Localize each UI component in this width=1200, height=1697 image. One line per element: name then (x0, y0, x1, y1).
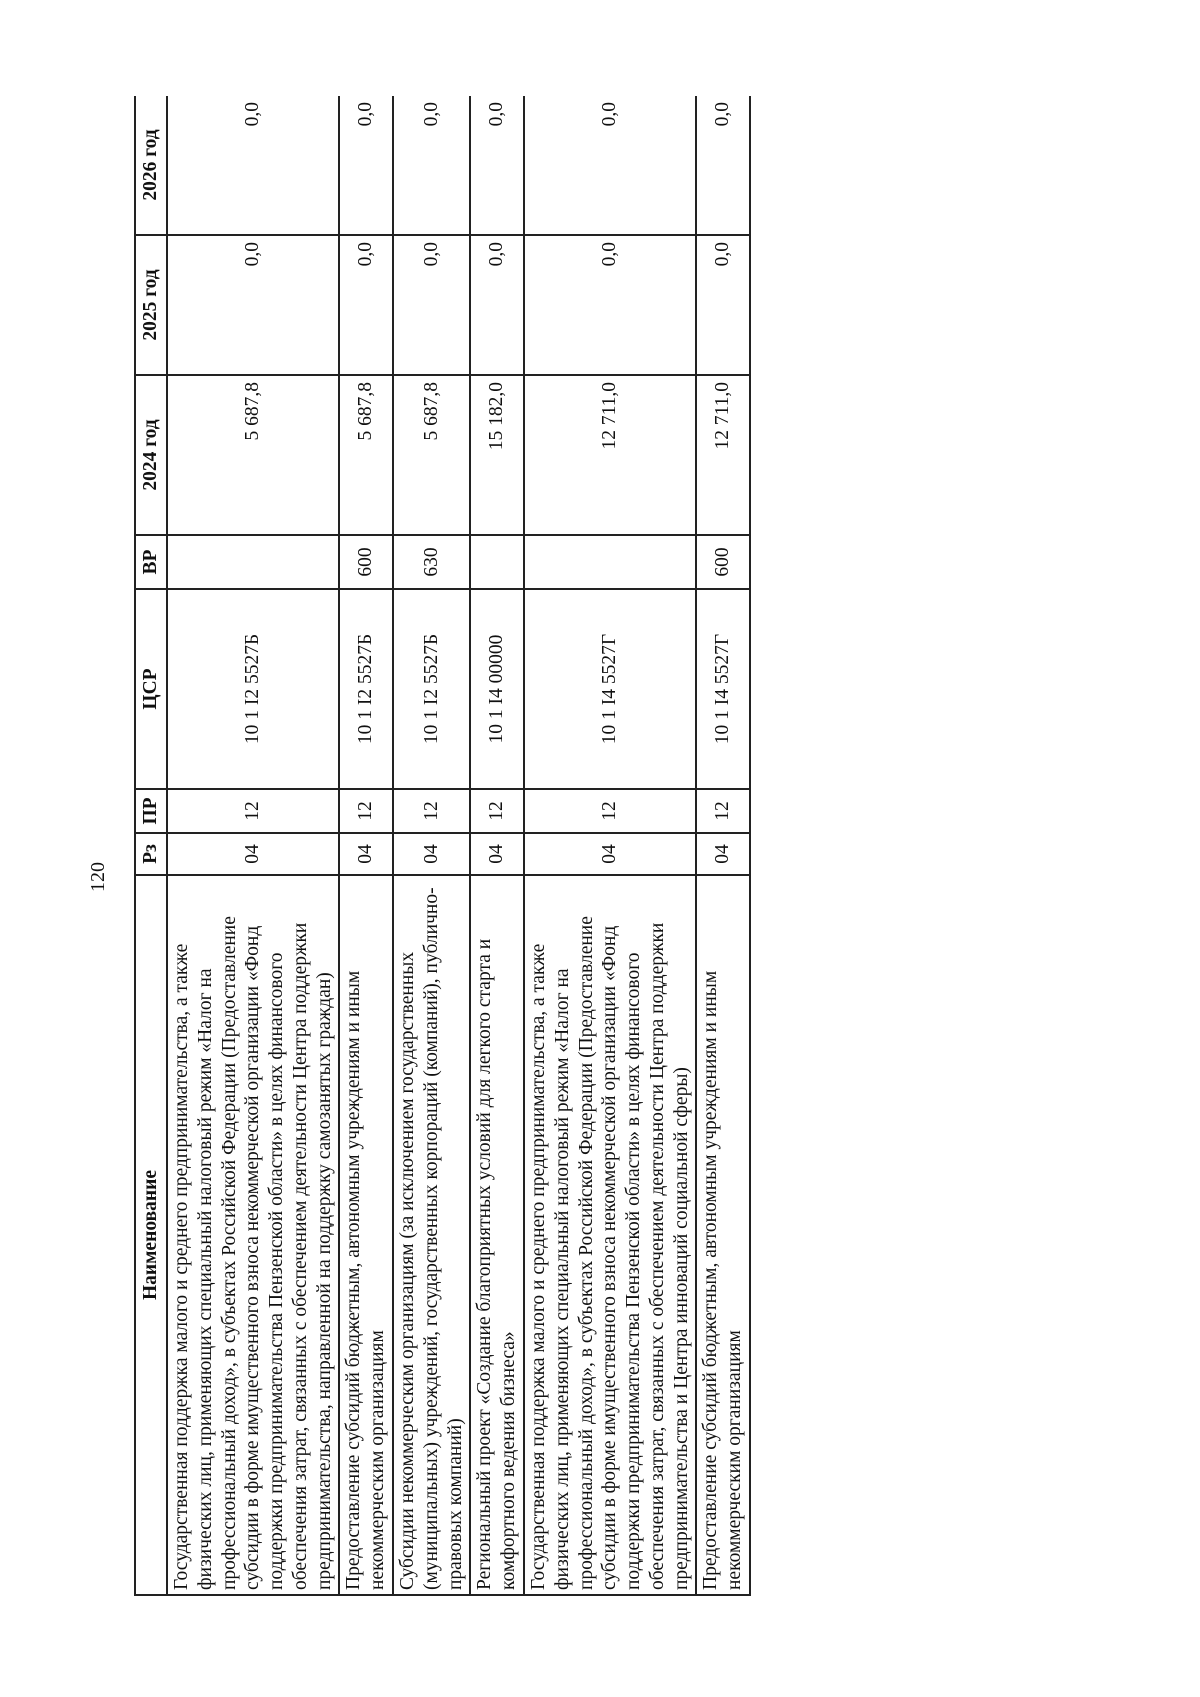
cell-name: Региональный проект «Создание благоприятных условий для легкого старта и комфортного ведения бизнеса» (470, 875, 524, 1595)
table-row (470, 96, 524, 1595)
cell-rz: 04 (524, 833, 696, 875)
cell-pr: 12 (470, 789, 524, 833)
header-2024: 2024 год (135, 375, 167, 535)
table-row (393, 96, 470, 1595)
cell-2026: 0,0 (167, 96, 339, 235)
cell-name: Предоставление субсидий бюджетным, автономным учреждениям и иным некоммерческим организациям (696, 875, 750, 1595)
cell-2026: 0,0 (696, 96, 750, 235)
cell-pr: 12 (696, 789, 750, 833)
cell-vr (470, 535, 524, 589)
cell-2024: 5 687,8 (167, 375, 339, 535)
budget-table-container (134, 96, 1049, 1596)
table-row (524, 96, 696, 1595)
cell-2024: 5 687,8 (339, 375, 393, 535)
cell-pr: 12 (393, 789, 470, 833)
cell-vr: 600 (339, 535, 393, 589)
cell-csr: 10 1 I4 5527Г (524, 589, 696, 789)
rotated-table-layer (134, 96, 1049, 1596)
cell-name: Предоставление субсидий бюджетным, автономным учреждениям и иным некоммерческим организациям (339, 875, 393, 1595)
cell-csr: 10 1 I4 5527Г (696, 589, 750, 789)
cell-csr: 10 1 I2 5527Б (167, 589, 339, 789)
cell-name: Государственная поддержка малого и среднего предпринимательства, а также физических лиц, применяющих специальный налоговый режим «Налог на профессиональный доход», в субъектах Российской Федерации (Предоставление субсидии в форме имущественного взноса некоммерческой организации «Фонд поддержки предпринимательства Пензенской области» в целях финансового обеспечения затрат, связанных с обеспечением деятельности Центра поддержки предпринимательства и Центра инноваций социальной сферы) (524, 875, 696, 1595)
cell-rz: 04 (470, 833, 524, 875)
table-row (339, 96, 393, 1595)
cell-rz: 04 (339, 833, 393, 875)
cell-csr: 10 1 I2 5527Б (339, 589, 393, 789)
cell-rz: 04 (696, 833, 750, 875)
cell-2026: 0,0 (339, 96, 393, 235)
cell-pr: 12 (339, 789, 393, 833)
budget-allocation-table (134, 96, 751, 1596)
cell-2026: 0,0 (393, 96, 470, 235)
cell-rz: 04 (393, 833, 470, 875)
cell-vr: 600 (696, 535, 750, 589)
cell-pr: 12 (167, 789, 339, 833)
cell-rz: 04 (167, 833, 339, 875)
cell-2025: 0,0 (470, 235, 524, 375)
cell-csr: 10 1 I2 5527Б (393, 589, 470, 789)
header-csr: ЦСР (135, 589, 167, 789)
cell-2024: 15 182,0 (470, 375, 524, 535)
cell-pr: 12 (524, 789, 696, 833)
header-rz: Рз (135, 833, 167, 875)
table-row (167, 96, 339, 1595)
cell-2026: 0,0 (524, 96, 696, 235)
cell-2025: 0,0 (524, 235, 696, 375)
cell-csr: 10 1 I4 00000 (470, 589, 524, 789)
cell-2024: 12 711,0 (524, 375, 696, 535)
cell-name: Субсидии некоммерческим организациям (за исключением государственных (муниципальных) учреждений, государственных корпораций (компаний), публично-правовых компаний) (393, 875, 470, 1595)
table-row (696, 96, 750, 1595)
header-2025: 2025 год (135, 235, 167, 375)
cell-2025: 0,0 (167, 235, 339, 375)
header-pr: ПР (135, 789, 167, 833)
page-number: 120 (87, 862, 109, 892)
header-2026: 2026 год (135, 96, 167, 235)
cell-vr: 630 (393, 535, 470, 589)
cell-vr (167, 535, 339, 589)
cell-2025: 0,0 (696, 235, 750, 375)
cell-2024: 12 711,0 (696, 375, 750, 535)
table-header-row (135, 96, 167, 1595)
cell-2024: 5 687,8 (393, 375, 470, 535)
cell-name: Государственная поддержка малого и среднего предпринимательства, а также физических лиц, применяющих специальный налоговый режим «Налог на профессиональный доход», в субъектах Российской Федерации (Предоставление субсидии в форме имущественного взноса некоммерческой организации «Фонд поддержки предпринимательства Пензенской области» в целях финансового обеспечения затрат, связанных с обеспечением деятельности Центра поддержки предпринимательства, направленной на поддержку самозанятых граждан) (167, 875, 339, 1595)
cell-2025: 0,0 (339, 235, 393, 375)
cell-vr (524, 535, 696, 589)
header-vr: ВР (135, 535, 167, 589)
header-name: Наименование (135, 875, 167, 1595)
cell-2025: 0,0 (393, 235, 470, 375)
cell-2026: 0,0 (470, 96, 524, 235)
